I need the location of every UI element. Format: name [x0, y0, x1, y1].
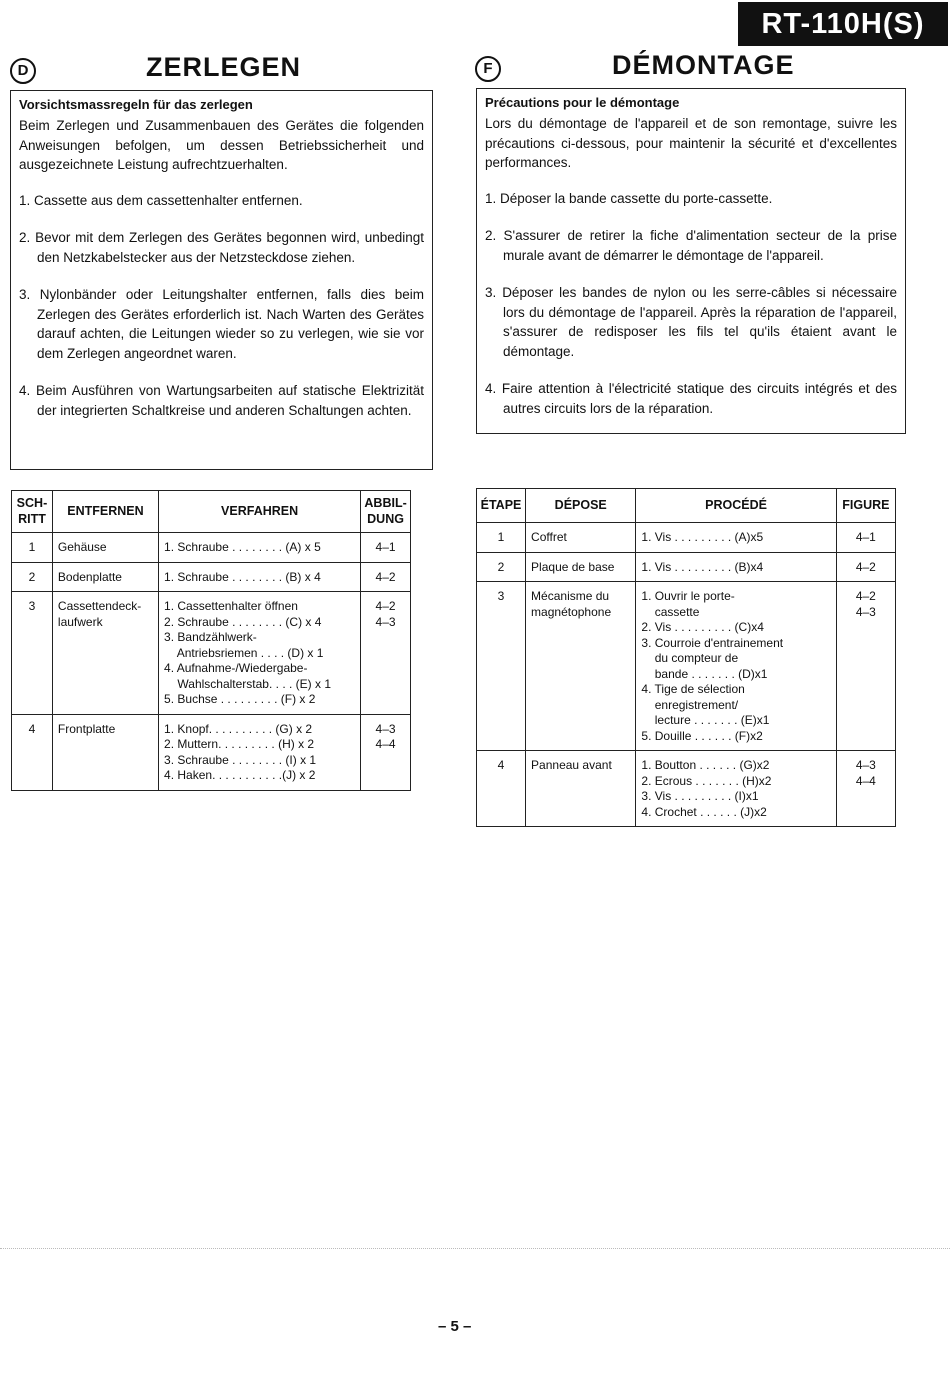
procedure-line: 5. Buchse . . . . . . . . . (F) x 2	[164, 692, 316, 706]
german-section-title: ZERLEGEN	[146, 52, 302, 82]
german-step-4: 4. Beim Ausführen von Wartungsarbeiten auf statische Elektrizität der integrierten Schaltkreise und anderen Schaltungen achten.	[19, 383, 424, 418]
french-precautions-intro: Lors du démontage de l'appareil et de son remontage, suivre les précautions ci-dessous, pour maintenir la sécurité et d'excellentes performances.	[485, 116, 897, 170]
german-col-remove: ENTFERNEN	[52, 491, 158, 533]
figure-cell	[361, 562, 411, 592]
footer-divider	[0, 1248, 950, 1249]
step-number: 1	[477, 523, 526, 553]
procedure-line: 3. Schraube . . . . . . . . (I) x 1	[164, 752, 317, 767]
figure-reference: 4–2	[375, 599, 396, 613]
french-step-4: 4. Faire attention à l'électricité statique des circuits intégrés et des autres circuits lors de la réparation.	[485, 381, 897, 416]
procedure-line: 1. Schraube . . . . . . . . (A) x 5	[164, 540, 321, 554]
step-number: 1	[12, 533, 53, 563]
procedure-cell	[636, 523, 836, 553]
french-step-1: 1. Déposer la bande cassette du porte-cassette.	[485, 190, 773, 206]
german-step-3: 3. Nylonbänder oder Leitungshalter entfernen, falls dies beim Zerlegen des Gerätes erforderlich ist. Nach Warten des Gerätes darauf achten, die Leitungen wieder so zu verlegen, wie sie vor dem Zerlegen angeordnet waren.	[19, 287, 424, 361]
procedure-cell	[159, 533, 361, 563]
german-col-procedure: VERFAHREN	[159, 491, 361, 533]
german-step-2: 2. Bevor mit dem Zerlegen des Gerätes begonnen wird, unbedingt den Netzkabelstecker aus der Netzsteckdose ziehen.	[19, 230, 424, 265]
step-number: 3	[477, 582, 526, 751]
figure-reference: 4–4	[855, 773, 876, 788]
procedure-line: lecture . . . . . . . (E)x1	[641, 713, 770, 727]
french-col-figure: FIGURE	[836, 489, 895, 523]
german-disassembly-table	[11, 490, 411, 791]
part-removed: Mécanisme du magnétophone	[526, 582, 636, 751]
german-language-mark: D	[10, 58, 36, 84]
procedure-cell	[636, 751, 836, 827]
procedure-line: 1. Cassettenhalter öffnen	[164, 599, 298, 613]
procedure-line: 1. Boutton . . . . . . (G)x2	[641, 758, 770, 772]
figure-reference: 4–3	[855, 604, 876, 619]
part-removed: Frontplatte	[52, 714, 158, 790]
german-step-1: 1. Cassette aus dem cassettenhalter entfernen.	[19, 192, 303, 208]
german-precautions-intro: Beim Zerlegen und Zusammenbauen des Gerätes die folgenden Anweisungen befolgen, um dessen Betriebssicherheit und ausgezeichnete Leistung aufrechtzuerhalten.	[19, 118, 424, 172]
step-number: 3	[12, 592, 53, 715]
procedure-cell	[636, 552, 836, 582]
procedure-line: 1. Knopf. . . . . . . . . . (G) x 2	[164, 721, 313, 736]
table-row	[12, 592, 411, 715]
table-row	[477, 552, 896, 582]
procedure-cell	[636, 582, 836, 751]
figure-reference: 4–2	[855, 589, 876, 603]
procedure-line: 1. Vis . . . . . . . . . (B)x4	[641, 559, 764, 574]
step-number: 4	[12, 714, 53, 790]
procedure-cell	[159, 562, 361, 592]
procedure-line: 3. Bandzählwerk-	[164, 630, 257, 644]
step-number: 2	[12, 562, 53, 592]
french-step-2: 2. S'assurer de retirer la fiche d'alimentation secteur de la prise murale avant de démarrer le démontage de l'appareil.	[485, 228, 897, 263]
procedure-line: 3. Vis . . . . . . . . . (I)x1	[641, 789, 759, 803]
table-row	[12, 714, 411, 790]
part-removed: Plaque de base	[526, 552, 636, 582]
german-col-step: SCH-RITT	[12, 491, 53, 533]
procedure-line: 1. Schraube . . . . . . . . (B) x 4	[164, 569, 321, 584]
page-number: – 5 –	[438, 1318, 472, 1335]
procedure-line: bande . . . . . . . (D)x1	[641, 666, 768, 681]
figure-reference: 4–3	[375, 721, 396, 736]
french-col-step: ÉTAPE	[477, 489, 526, 523]
french-precautions-heading: Précautions pour le démontage	[485, 95, 680, 110]
figure-reference: 4–2	[855, 559, 876, 574]
table-row	[477, 523, 896, 553]
procedure-line: du compteur de	[641, 651, 739, 665]
step-number: 2	[477, 552, 526, 582]
procedure-line: 5. Douille . . . . . . (F)x2	[641, 728, 763, 743]
procedure-line: enregistrement/	[641, 697, 739, 712]
figure-reference: 4–3	[855, 758, 876, 772]
figure-reference: 4–3	[375, 614, 396, 629]
procedure-line: cassette	[641, 604, 700, 619]
figure-reference: 4–1	[375, 540, 396, 554]
table-row	[12, 562, 411, 592]
figure-cell	[836, 751, 895, 827]
french-disassembly-table	[476, 488, 896, 827]
figure-cell	[361, 533, 411, 563]
figure-reference: 4–2	[375, 569, 396, 584]
step-number: 4	[477, 751, 526, 827]
french-col-procedure: PROCÉDÉ	[636, 489, 836, 523]
procedure-line: 4. Aufnahme-/Wiedergabe-	[164, 661, 308, 675]
model-number-badge: RT-110H(S)	[738, 2, 948, 46]
procedure-line: 2. Vis . . . . . . . . . (C)x4	[641, 620, 764, 634]
procedure-line: 3. Courroie d'entrainement	[641, 635, 784, 650]
figure-cell	[361, 592, 411, 715]
german-col-figure: ABBIL-DUNG	[361, 491, 411, 533]
part-removed: Coffret	[526, 523, 636, 553]
procedure-line: Wahlschalterstab. . . . (E) x 1	[164, 676, 331, 691]
procedure-line: 4. Haken. . . . . . . . . . .(J) x 2	[164, 768, 316, 782]
part-removed: Bodenplatte	[52, 562, 158, 592]
part-removed: Cassettendeck-laufwerk	[52, 592, 158, 715]
figure-cell	[836, 523, 895, 553]
procedure-line: 4. Tige de sélection	[641, 682, 745, 696]
french-step-3: 3. Déposer les bandes de nylon ou les serre-câbles si nécessaire lors du démontage de l'appareil. Après la réparation de l'appareil, s'assurer de redisposer les fils tel qu'ils étaient avant le démontage.	[485, 285, 897, 359]
procedure-line: 1. Ouvrir le porte-	[641, 589, 735, 603]
procedure-line: Antriebsriemen . . . . (D) x 1	[164, 645, 324, 660]
figure-reference: 4–1	[855, 530, 876, 544]
german-step-list	[19, 191, 424, 421]
figure-cell	[836, 552, 895, 582]
french-language-mark: F	[475, 56, 501, 82]
procedure-line: 2. Ecrous . . . . . . . (H)x2	[641, 773, 772, 788]
table-row	[477, 751, 896, 827]
french-step-list	[485, 189, 897, 419]
procedure-cell	[159, 714, 361, 790]
procedure-line: 4. Crochet . . . . . . (J)x2	[641, 804, 767, 819]
french-precautions-box	[476, 88, 906, 434]
figure-cell	[836, 582, 895, 751]
german-precautions-heading: Vorsichtsmassregeln für das zerlegen	[19, 97, 253, 112]
procedure-cell	[159, 592, 361, 715]
procedure-line: 2. Schraube . . . . . . . . (C) x 4	[164, 614, 322, 629]
figure-reference: 4–4	[375, 737, 396, 751]
french-section-title: DÉMONTAGE	[612, 50, 795, 80]
table-row	[477, 582, 896, 751]
part-removed: Panneau avant	[526, 751, 636, 827]
german-precautions-box	[10, 90, 433, 470]
table-row	[12, 533, 411, 563]
part-removed: Gehäuse	[52, 533, 158, 563]
procedure-line: 2. Muttern. . . . . . . . . (H) x 2	[164, 737, 315, 751]
procedure-line: 1. Vis . . . . . . . . . (A)x5	[641, 530, 764, 544]
french-col-remove: DÉPOSE	[526, 489, 636, 523]
figure-cell	[361, 714, 411, 790]
